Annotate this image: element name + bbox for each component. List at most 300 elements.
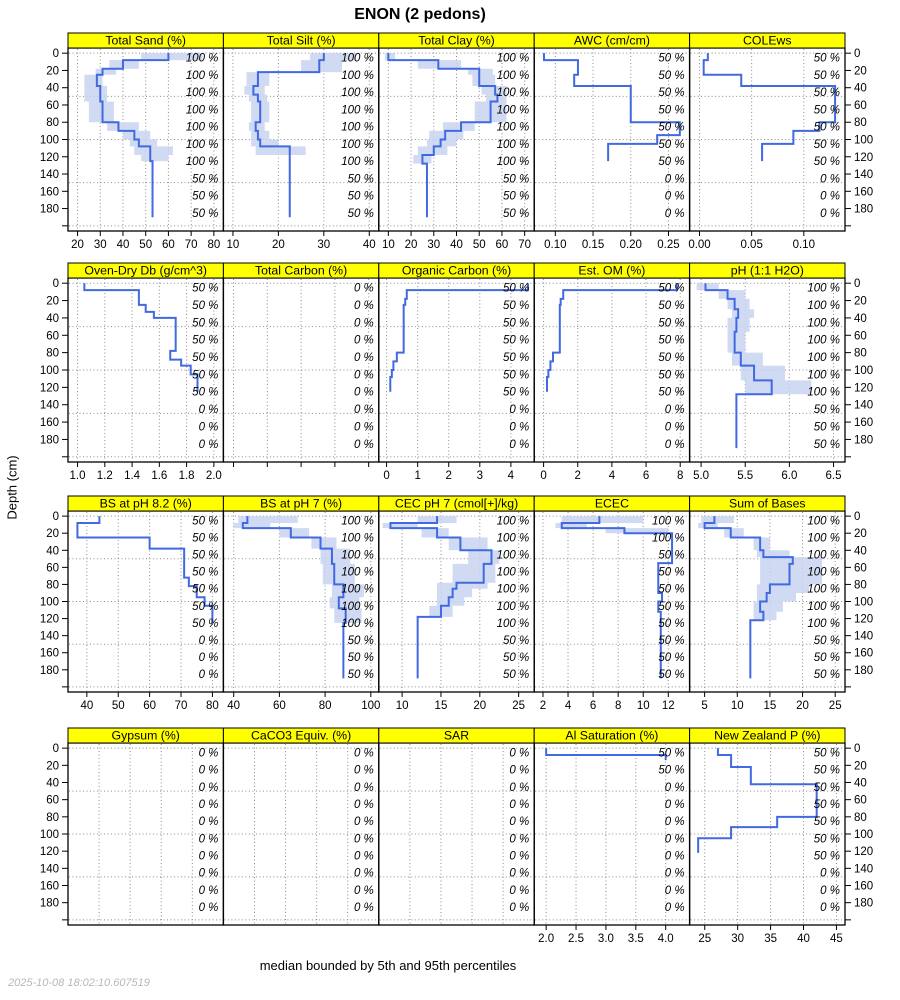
svg-text:0 %: 0 % — [353, 421, 374, 434]
strip-label-caco3-equiv: CaCO3 Equiv. (%) — [250, 728, 352, 743]
svg-text:120: 120 — [39, 151, 59, 164]
pct-labels-al-saturation — [658, 747, 684, 914]
svg-text:0 %: 0 % — [198, 634, 219, 647]
svg-text:120: 120 — [854, 151, 874, 164]
svg-text:100 %: 100 % — [185, 138, 219, 151]
svg-text:60: 60 — [272, 700, 286, 712]
svg-text:0 %: 0 % — [198, 867, 219, 880]
svg-text:2.0: 2.0 — [205, 470, 222, 482]
svg-text:0: 0 — [52, 743, 59, 756]
svg-text:100 %: 100 % — [341, 532, 374, 545]
panel-organic-carbon — [379, 263, 534, 482]
strip-label-sar: SAR — [443, 728, 470, 743]
svg-text:120: 120 — [854, 382, 874, 395]
svg-text:100 %: 100 % — [807, 600, 840, 613]
svg-text:50 %: 50 % — [502, 317, 530, 330]
panel-oven-dry-db — [40, 263, 224, 482]
svg-text:180: 180 — [39, 664, 59, 677]
depth-axis-left-row4 — [40, 743, 68, 920]
svg-text:50 %: 50 % — [502, 651, 530, 664]
svg-text:0: 0 — [52, 48, 59, 61]
svg-text:100 %: 100 % — [807, 515, 840, 528]
svg-text:20: 20 — [854, 528, 867, 541]
svg-text:100 %: 100 % — [651, 515, 685, 528]
svg-text:20: 20 — [796, 700, 809, 712]
panel-total-silt — [223, 33, 378, 251]
median-line-new-zealand-p — [698, 748, 817, 853]
svg-text:80: 80 — [854, 579, 867, 592]
svg-text:40: 40 — [854, 312, 867, 325]
svg-text:140: 140 — [854, 399, 874, 412]
svg-text:100 %: 100 % — [496, 617, 530, 630]
svg-text:0 %: 0 % — [353, 404, 374, 417]
svg-text:20: 20 — [854, 65, 867, 78]
svg-text:0 %: 0 % — [820, 207, 840, 220]
strip-label-bs-ph7: BS at pH 7 (%) — [260, 496, 343, 511]
svg-text:0: 0 — [52, 511, 59, 524]
svg-text:100: 100 — [39, 829, 59, 841]
pct-labels-organic-carbon — [503, 283, 529, 451]
percentile-band-total-clay — [385, 53, 507, 163]
svg-text:20: 20 — [46, 760, 59, 773]
svg-text:35: 35 — [764, 933, 777, 945]
panel-ecec — [534, 496, 689, 712]
panel-awc — [534, 33, 689, 251]
svg-text:50: 50 — [111, 700, 125, 712]
svg-text:100: 100 — [854, 596, 874, 609]
svg-text:0 %: 0 % — [820, 901, 840, 914]
svg-text:50 %: 50 % — [658, 52, 685, 65]
panel-caco3-equiv — [223, 728, 378, 925]
svg-text:5.0: 5.0 — [693, 470, 710, 482]
svg-text:50 %: 50 % — [813, 850, 840, 863]
svg-text:50 %: 50 % — [502, 669, 530, 682]
strip-label-total-carbon: Total Carbon (%) — [254, 263, 348, 278]
svg-text:1.4: 1.4 — [124, 470, 141, 482]
svg-text:50 %: 50 % — [192, 532, 219, 545]
svg-text:12: 12 — [661, 700, 675, 712]
strip-label-est-om: Est. OM (%) — [578, 263, 646, 278]
depth-axis-right-row3 — [845, 511, 873, 687]
svg-text:50 %: 50 % — [192, 515, 219, 528]
pct-labels-total-silt — [341, 52, 374, 219]
svg-text:0 %: 0 % — [353, 317, 374, 330]
svg-text:50 %: 50 % — [658, 549, 685, 562]
svg-text:100: 100 — [39, 134, 59, 147]
svg-text:0 %: 0 % — [353, 386, 374, 399]
strip-label-total-silt: Total Silt (%) — [266, 33, 336, 48]
svg-text:15: 15 — [434, 700, 448, 712]
svg-text:50 %: 50 % — [192, 282, 219, 295]
strip-label-ph-h2o: pH (1:1 H2O) — [730, 263, 804, 278]
pct-labels-ecec — [652, 515, 685, 681]
svg-text:50 %: 50 % — [658, 764, 685, 777]
svg-text:100: 100 — [39, 365, 59, 377]
svg-text:70: 70 — [184, 239, 198, 251]
depth-axis-left-row2 — [40, 278, 68, 457]
strip-label-bs-ph82: BS at pH 8.2 (%) — [99, 496, 192, 511]
svg-text:100 %: 100 % — [341, 104, 374, 117]
svg-text:50 %: 50 % — [813, 156, 840, 169]
svg-text:0: 0 — [52, 278, 59, 291]
svg-text:0 %: 0 % — [198, 850, 219, 863]
svg-text:0 %: 0 % — [353, 764, 374, 777]
x-axis-total-carbon — [234, 462, 369, 467]
svg-text:40: 40 — [46, 545, 59, 558]
svg-text:0 %: 0 % — [664, 816, 685, 829]
pct-labels-total-clay — [497, 52, 530, 219]
svg-text:40: 40 — [854, 777, 867, 790]
svg-text:100 %: 100 % — [185, 52, 219, 65]
strip-label-total-clay: Total Clay (%) — [418, 33, 495, 48]
x-axis-ecec — [540, 692, 675, 712]
x-axis-total-silt — [227, 231, 376, 251]
svg-text:180: 180 — [39, 434, 59, 447]
svg-text:100: 100 — [39, 596, 59, 609]
pct-labels-cec-ph7 — [497, 515, 530, 681]
svg-text:0: 0 — [854, 278, 861, 291]
svg-text:80: 80 — [854, 117, 867, 130]
svg-text:0 %: 0 % — [353, 901, 374, 914]
svg-text:0 %: 0 % — [509, 764, 530, 777]
svg-text:40: 40 — [854, 545, 867, 558]
timestamp: 2025-10-08 18:02:10.607519 — [8, 977, 150, 989]
pct-labels-ph-h2o — [807, 283, 840, 451]
svg-text:50 %: 50 % — [347, 651, 374, 664]
svg-text:0 %: 0 % — [353, 282, 374, 295]
svg-text:0 %: 0 % — [664, 438, 685, 451]
svg-text:1.6: 1.6 — [151, 470, 168, 482]
svg-text:0 %: 0 % — [509, 404, 530, 417]
svg-text:180: 180 — [854, 203, 874, 216]
svg-text:25: 25 — [698, 933, 712, 945]
svg-text:80: 80 — [207, 239, 221, 251]
svg-text:40: 40 — [46, 777, 59, 790]
svg-text:100 %: 100 % — [341, 549, 374, 562]
svg-text:0 %: 0 % — [353, 369, 374, 382]
svg-text:50 %: 50 % — [192, 351, 219, 364]
panel-cec-ph7 — [379, 496, 534, 712]
svg-text:30: 30 — [317, 239, 331, 251]
svg-text:100 %: 100 % — [807, 299, 840, 312]
svg-text:100 %: 100 % — [807, 386, 840, 399]
svg-text:100 %: 100 % — [185, 156, 219, 169]
median-line-oven-dry-db — [84, 283, 197, 391]
svg-text:80: 80 — [46, 579, 59, 592]
svg-text:100 %: 100 % — [496, 549, 530, 562]
depth-axis-left-row1 — [40, 48, 68, 226]
svg-text:30: 30 — [93, 239, 107, 251]
svg-text:0 %: 0 % — [353, 816, 374, 829]
svg-text:80: 80 — [46, 117, 59, 130]
svg-text:60: 60 — [46, 562, 59, 575]
svg-text:0 %: 0 % — [509, 747, 530, 760]
strip-label-colews: COLEws — [743, 33, 792, 48]
svg-text:4: 4 — [507, 470, 515, 482]
svg-text:0 %: 0 % — [353, 867, 374, 880]
svg-text:0 %: 0 % — [353, 747, 374, 760]
x-axis-bs-ph82 — [80, 692, 218, 712]
svg-text:50: 50 — [139, 239, 153, 251]
y-axis-label: Depth (cm) — [4, 455, 20, 520]
svg-text:50 %: 50 % — [658, 138, 685, 151]
svg-text:0.00: 0.00 — [688, 239, 711, 251]
svg-text:40: 40 — [797, 933, 810, 945]
x-axis-cec-ph7 — [396, 692, 525, 712]
pct-labels-sar — [509, 747, 529, 914]
svg-text:50 %: 50 % — [192, 369, 219, 382]
svg-text:0 %: 0 % — [353, 798, 374, 811]
svg-text:50 %: 50 % — [813, 87, 840, 100]
svg-text:30: 30 — [731, 933, 745, 945]
svg-text:50 %: 50 % — [658, 121, 685, 134]
panel-new-zealand-p — [690, 728, 874, 945]
svg-text:100 %: 100 % — [807, 549, 840, 562]
panel-ph-h2o — [690, 263, 874, 482]
x-axis-oven-dry-db — [70, 462, 222, 482]
strip-label-new-zealand-p: New Zealand P (%) — [714, 728, 821, 743]
median-line-est-om — [547, 283, 677, 391]
svg-text:50 %: 50 % — [502, 351, 530, 364]
svg-text:60: 60 — [495, 239, 509, 251]
svg-text:0 %: 0 % — [509, 901, 530, 914]
svg-text:40: 40 — [80, 700, 94, 712]
svg-text:50 %: 50 % — [813, 634, 840, 647]
svg-text:20: 20 — [71, 239, 84, 251]
svg-text:40: 40 — [46, 82, 59, 95]
svg-text:50 %: 50 % — [192, 173, 219, 186]
svg-text:3: 3 — [476, 470, 484, 482]
svg-text:0.25: 0.25 — [657, 239, 680, 251]
svg-text:0 %: 0 % — [198, 651, 219, 664]
panel-al-saturation — [534, 728, 689, 945]
svg-text:0 %: 0 % — [353, 833, 374, 846]
svg-text:50 %: 50 % — [502, 282, 530, 295]
svg-text:50 %: 50 % — [192, 299, 219, 312]
depth-axis-right-row2 — [845, 278, 873, 457]
svg-text:160: 160 — [39, 647, 59, 660]
svg-text:6: 6 — [589, 700, 597, 712]
svg-text:0 %: 0 % — [353, 351, 374, 364]
svg-text:100 %: 100 % — [341, 87, 374, 100]
svg-text:10: 10 — [381, 239, 395, 251]
svg-text:50 %: 50 % — [658, 334, 685, 347]
svg-text:8: 8 — [677, 470, 684, 482]
svg-text:50 %: 50 % — [813, 404, 840, 417]
svg-text:20: 20 — [404, 239, 418, 251]
svg-text:100 %: 100 % — [341, 600, 374, 613]
svg-text:100 %: 100 % — [807, 317, 840, 330]
svg-text:100 %: 100 % — [496, 87, 530, 100]
svg-text:50 %: 50 % — [813, 764, 840, 777]
svg-text:0.10: 0.10 — [792, 239, 815, 251]
svg-text:8: 8 — [614, 700, 622, 712]
svg-text:0 %: 0 % — [353, 850, 374, 863]
svg-text:0.10: 0.10 — [544, 239, 567, 251]
svg-text:20: 20 — [46, 65, 59, 78]
svg-text:50 %: 50 % — [658, 669, 685, 682]
svg-text:140: 140 — [854, 169, 874, 182]
svg-text:50 %: 50 % — [502, 173, 530, 186]
pct-labels-total-sand — [186, 52, 219, 219]
svg-text:0 %: 0 % — [820, 867, 840, 880]
svg-text:160: 160 — [39, 417, 59, 430]
panel-gypsum — [40, 728, 224, 925]
svg-text:100 %: 100 % — [341, 121, 374, 134]
svg-text:100 %: 100 % — [496, 156, 530, 169]
svg-text:0 %: 0 % — [664, 207, 685, 220]
svg-text:100 %: 100 % — [341, 138, 374, 151]
svg-text:50 %: 50 % — [813, 669, 840, 682]
svg-text:100 %: 100 % — [807, 282, 840, 295]
svg-text:0 %: 0 % — [198, 816, 219, 829]
svg-text:0 %: 0 % — [198, 884, 219, 897]
svg-text:100 %: 100 % — [185, 69, 219, 82]
svg-text:80: 80 — [318, 700, 332, 712]
svg-text:20: 20 — [271, 239, 285, 251]
svg-text:50 %: 50 % — [813, 781, 840, 794]
panel-sar — [379, 728, 534, 925]
svg-text:2.5: 2.5 — [568, 933, 585, 945]
svg-text:10: 10 — [395, 700, 409, 712]
svg-text:40: 40 — [227, 700, 241, 712]
svg-text:100: 100 — [854, 134, 874, 147]
svg-text:60: 60 — [162, 239, 175, 251]
depth-axis-right-row4 — [845, 743, 873, 920]
svg-text:120: 120 — [854, 846, 874, 859]
x-axis-new-zealand-p — [698, 925, 842, 945]
svg-text:160: 160 — [854, 186, 874, 199]
x-axis-colews — [688, 231, 815, 251]
svg-text:0 %: 0 % — [198, 833, 219, 846]
svg-text:100 %: 100 % — [496, 69, 530, 82]
svg-text:100 %: 100 % — [341, 52, 374, 65]
svg-text:50 %: 50 % — [502, 334, 530, 347]
svg-text:160: 160 — [39, 880, 59, 893]
svg-text:15: 15 — [763, 700, 777, 712]
subtitle-note: median bounded by 5th and 95th percentiles — [259, 958, 517, 973]
svg-text:0 %: 0 % — [664, 404, 685, 417]
svg-text:50 %: 50 % — [813, 138, 840, 151]
panel-colews — [688, 33, 873, 251]
svg-text:0 %: 0 % — [820, 173, 840, 186]
strip-label-awc: AWC (cm/cm) — [573, 33, 650, 48]
svg-text:100 %: 100 % — [807, 532, 840, 545]
svg-text:50 %: 50 % — [502, 190, 530, 203]
svg-text:50 %: 50 % — [813, 651, 840, 664]
x-axis-ph-h2o — [693, 462, 841, 482]
svg-text:0 %: 0 % — [664, 867, 685, 880]
svg-text:50 %: 50 % — [347, 190, 374, 203]
svg-text:140: 140 — [854, 630, 874, 643]
svg-text:10: 10 — [226, 239, 240, 251]
svg-text:50 %: 50 % — [192, 386, 219, 399]
svg-text:50: 50 — [472, 239, 486, 251]
panel-total-sand — [40, 33, 224, 251]
svg-text:0 %: 0 % — [509, 421, 530, 434]
svg-text:120: 120 — [39, 382, 59, 395]
svg-text:50 %: 50 % — [658, 566, 685, 579]
svg-text:100 %: 100 % — [185, 104, 219, 117]
svg-text:0 %: 0 % — [353, 299, 374, 312]
strip-label-oven-dry-db: Oven-Dry Db (g/cm^3) — [84, 263, 208, 278]
svg-text:50 %: 50 % — [813, 438, 840, 451]
svg-text:40: 40 — [362, 239, 376, 251]
svg-text:50 %: 50 % — [658, 747, 685, 760]
svg-text:0 %: 0 % — [509, 884, 530, 897]
svg-text:0 %: 0 % — [198, 438, 219, 451]
svg-text:100 %: 100 % — [807, 351, 840, 364]
svg-text:60: 60 — [854, 99, 867, 112]
strip-label-ecec: ECEC — [594, 496, 629, 511]
svg-text:140: 140 — [39, 863, 59, 876]
x-axis-bs-ph7 — [227, 692, 380, 712]
svg-text:1.2: 1.2 — [96, 470, 113, 482]
svg-text:25: 25 — [828, 700, 842, 712]
svg-text:100 %: 100 % — [496, 121, 530, 134]
x-axis-total-sand — [71, 231, 220, 251]
svg-text:100 %: 100 % — [496, 583, 530, 596]
x-axis-sum-of-bases — [701, 692, 841, 712]
svg-text:180: 180 — [854, 664, 874, 677]
svg-text:50 %: 50 % — [192, 317, 219, 330]
x-axis-awc — [544, 231, 680, 251]
svg-text:0: 0 — [854, 743, 861, 756]
svg-text:50 %: 50 % — [658, 87, 685, 100]
svg-text:40: 40 — [116, 239, 130, 251]
svg-text:0: 0 — [383, 470, 390, 482]
pct-labels-caco3-equiv — [354, 747, 374, 914]
strip-label-total-sand: Total Sand (%) — [105, 33, 187, 48]
svg-text:80: 80 — [854, 347, 867, 360]
svg-text:120: 120 — [39, 846, 59, 859]
panel-sum-of-bases — [690, 496, 874, 712]
strip-label-al-saturation: Al Saturation (%) — [565, 728, 659, 743]
svg-text:100 %: 100 % — [341, 617, 374, 630]
svg-text:140: 140 — [854, 863, 874, 876]
svg-text:1.8: 1.8 — [178, 470, 195, 482]
svg-text:1: 1 — [414, 470, 421, 482]
x-axis-total-clay — [382, 231, 531, 251]
svg-text:0 %: 0 % — [509, 438, 530, 451]
svg-text:100 %: 100 % — [496, 515, 530, 528]
svg-text:100 %: 100 % — [185, 121, 219, 134]
svg-text:10: 10 — [636, 700, 650, 712]
svg-text:60: 60 — [46, 794, 59, 807]
depth-axis-left-row3 — [40, 511, 68, 687]
svg-text:140: 140 — [39, 630, 59, 643]
svg-text:0 %: 0 % — [198, 781, 219, 794]
svg-text:140: 140 — [39, 169, 59, 182]
svg-text:70: 70 — [174, 700, 188, 712]
x-axis-organic-carbon — [383, 462, 514, 482]
svg-text:80: 80 — [206, 700, 219, 712]
svg-text:50 %: 50 % — [813, 747, 840, 760]
svg-text:4: 4 — [564, 700, 572, 712]
svg-text:60: 60 — [854, 330, 867, 343]
pct-labels-colews — [814, 52, 840, 219]
svg-text:4: 4 — [608, 470, 616, 482]
svg-text:0 %: 0 % — [198, 421, 219, 434]
svg-text:50 %: 50 % — [658, 651, 685, 664]
svg-text:100 %: 100 % — [807, 566, 840, 579]
svg-text:6: 6 — [642, 470, 650, 482]
svg-text:0 %: 0 % — [664, 781, 685, 794]
x-axis-al-saturation — [538, 925, 674, 945]
svg-text:100 %: 100 % — [341, 583, 374, 596]
svg-text:4.0: 4.0 — [657, 933, 674, 945]
svg-text:180: 180 — [854, 897, 874, 910]
